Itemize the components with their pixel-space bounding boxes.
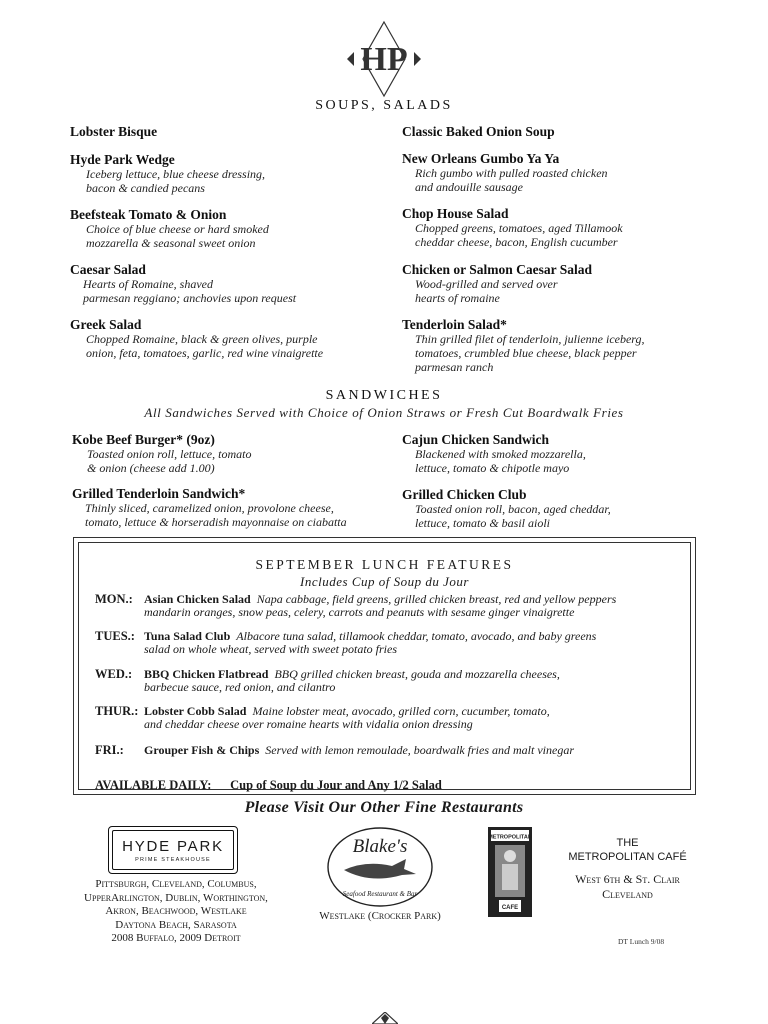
- metropolitan-title-line1: THE: [616, 837, 639, 849]
- blakes-logo-subtitle: Seafood Restaurant & Bar: [342, 890, 418, 898]
- menu-item: [70, 207, 400, 250]
- item-name: Chop House Salad: [402, 206, 509, 221]
- item-description: Iceberg lettuce, blue cheese dressing, bacon & candied pecans: [86, 167, 266, 195]
- feature-body: [144, 630, 684, 656]
- item-name: Chicken or Salmon Caesar Salad: [402, 262, 593, 277]
- hyde-park-logo-title: HYDE PARK: [122, 838, 224, 855]
- feature-name: Asian Chicken Salad: [144, 592, 251, 606]
- feature-body: [144, 705, 684, 731]
- item-description: Hearts of Romaine, shaved parmesan reggiano; anchovies upon request: [83, 277, 297, 305]
- item-description: Wood-grilled and served over hearts of romaine: [415, 277, 558, 305]
- item-name: Hyde Park Wedge: [70, 152, 175, 167]
- menu-item: [70, 152, 400, 195]
- blakes-logo: [326, 826, 434, 908]
- feature-day: FRI.:: [95, 743, 124, 757]
- feature-body: [144, 593, 684, 619]
- feature-day: MON.:: [95, 592, 133, 606]
- blakes-logo-name: Blake's: [352, 836, 408, 857]
- blakes-location: Westlake (Crocker Park): [319, 910, 441, 922]
- menu-item: [402, 432, 732, 475]
- menu-item: [70, 317, 400, 360]
- feature-day: WED.:: [95, 667, 133, 681]
- feature-name: Lobster Cobb Salad: [144, 704, 247, 718]
- item-description: Choice of blue cheese or hard smoked mozzarella & seasonal sweet onion: [86, 222, 269, 250]
- feature-description: Maine lobster meat, avocado, grilled corn, cucumber, tomato,: [252, 704, 550, 718]
- feature-description-continued: and cheddar cheese over romaine hearts with vidalia onion dressing: [144, 717, 473, 731]
- item-name: Lobster Bisque: [70, 124, 158, 139]
- metropolitan-logo-bottom: CAFE: [501, 905, 519, 911]
- hyde-park-logo-inner: [112, 830, 234, 870]
- feature-body: [144, 668, 684, 694]
- item-name: Caesar Salad: [70, 262, 146, 277]
- sandwiches-heading: SANDWICHES: [325, 388, 443, 403]
- footer-logo-fragment: [372, 1012, 398, 1024]
- feature-name: Grouper Fish & Chips: [144, 743, 260, 757]
- item-description: Blackened with smoked mozzarella, lettuce, tomato & chipotle mayo: [415, 447, 586, 475]
- logo-letters: HP: [360, 41, 408, 78]
- hyde-park-locations: Pittsburgh, Cleveland, Columbus, UpperArlington, Dublin, Worthington, Akron, Beachwood, Westlake Daytona Beach, Sarasota 2008 Buffalo, 2009 Detroit: [84, 878, 268, 944]
- item-name: Classic Baked Onion Soup: [402, 124, 555, 139]
- item-name: Grilled Chicken Club: [402, 487, 527, 502]
- feature-description: Napa cabbage, field greens, grilled chicken breast, red and yellow peppers: [256, 592, 617, 606]
- feature-name: BBQ Chicken Flatbread: [144, 667, 269, 681]
- item-description: Chopped Romaine, black & green olives, purple onion, feta, tomatoes, garlic, red wine vinaigrette: [86, 332, 324, 360]
- item-description: Toasted onion roll, bacon, aged cheddar, lettuce, tomato & basil aioli: [415, 502, 611, 530]
- feature-day: TUES.:: [95, 629, 135, 643]
- hyde-park-logo: [108, 826, 238, 874]
- features-title: SEPTEMBER LUNCH FEATURES: [255, 557, 514, 572]
- item-description: Thinly sliced, caramelized onion, provolone cheese, tomato, lettuce & horseradish mayonnaise on ciabatta: [85, 501, 347, 529]
- soups-salads-heading: SOUPS, SALADS: [315, 98, 453, 113]
- item-name: Grilled Tenderloin Sandwich*: [72, 486, 246, 501]
- item-description: Chopped greens, tomatoes, aged Tillamook cheddar cheese, bacon, English cucumber: [415, 221, 623, 249]
- item-name: Kobe Beef Burger* (9oz): [72, 432, 215, 447]
- feature-name: Tuna Salad Club: [144, 629, 231, 643]
- available-daily-text: Cup of Soup du Jour and Any 1/2 Salad: [230, 778, 442, 792]
- menu-item: [72, 432, 402, 475]
- item-name: Tenderloin Salad*: [402, 317, 507, 332]
- menu-item: [402, 206, 732, 249]
- sandwiches-subtitle: All Sandwiches Served with Choice of Onion Straws or Fresh Cut Boardwalk Fries: [144, 405, 624, 420]
- item-name: Cajun Chicken Sandwich: [402, 432, 550, 447]
- menu-code: DT Lunch 9/08: [618, 937, 665, 946]
- feature-description: Albacore tuna salad, tillamook cheddar, tomato, avocado, and baby greens: [236, 629, 597, 643]
- menu-item: [402, 262, 732, 305]
- features-subtitle: Includes Cup of Soup du Jour: [300, 574, 469, 589]
- menu-item: [402, 487, 732, 530]
- available-daily-label: AVAILABLE DAILY:: [95, 778, 212, 792]
- item-description: Rich gumbo with pulled roasted chicken and andouille sausage: [415, 166, 608, 194]
- menu-item: [72, 486, 402, 529]
- metropolitan-logo-top: METROPOLITAN: [488, 834, 532, 841]
- hyde-park-logo-subtitle: PRIME STEAKHOUSE: [135, 857, 211, 863]
- metropolitan-address: West 6th & St. Clair Cleveland: [575, 872, 680, 901]
- other-restaurants-heading: Please Visit Our Other Fine Restaurants: [244, 799, 524, 816]
- available-daily: [95, 778, 442, 793]
- feature-day: THUR.:: [95, 704, 139, 718]
- feature-body: [144, 744, 684, 757]
- item-name: New Orleans Gumbo Ya Ya: [402, 151, 560, 166]
- item-name: Greek Salad: [70, 317, 142, 332]
- item-description: Thin grilled filet of tenderloin, julienne iceberg, tomatoes, crumbled blue cheese, black pepper parmesan ranch: [415, 332, 645, 374]
- menu-item: [402, 151, 732, 194]
- feature-description-continued: mandarin oranges, snow peas, celery, carrots and peanuts with sesame ginger vinaigrette: [144, 605, 575, 619]
- menu-item: [402, 317, 732, 374]
- menu-item: [70, 262, 400, 305]
- feature-description: Served with lemon remoulade, boardwalk fries and malt vinegar: [265, 743, 574, 757]
- feature-description-continued: barbecue sauce, red onion, and cilantro: [144, 680, 336, 694]
- metropolitan-title-line2: METROPOLITAN CAFÉ: [568, 851, 687, 863]
- item-description: Toasted onion roll, lettuce, tomato & onion (cheese add 1.00): [87, 447, 252, 475]
- feature-description: BBQ grilled chicken breast, gouda and mozzarella cheeses,: [274, 667, 560, 681]
- metropolitan-title: [560, 836, 695, 864]
- hp-logo: [343, 20, 425, 98]
- lunch-features-inner-border: [78, 542, 691, 790]
- item-name: Beefsteak Tomato & Onion: [70, 207, 227, 222]
- menu-item: [70, 124, 400, 139]
- feature-description-continued: salad on whole wheat, served with sweet potato fries: [144, 642, 397, 656]
- lunch-features-box: [73, 537, 696, 795]
- metropolitan-logo: [487, 826, 533, 918]
- menu-item: [402, 124, 732, 139]
